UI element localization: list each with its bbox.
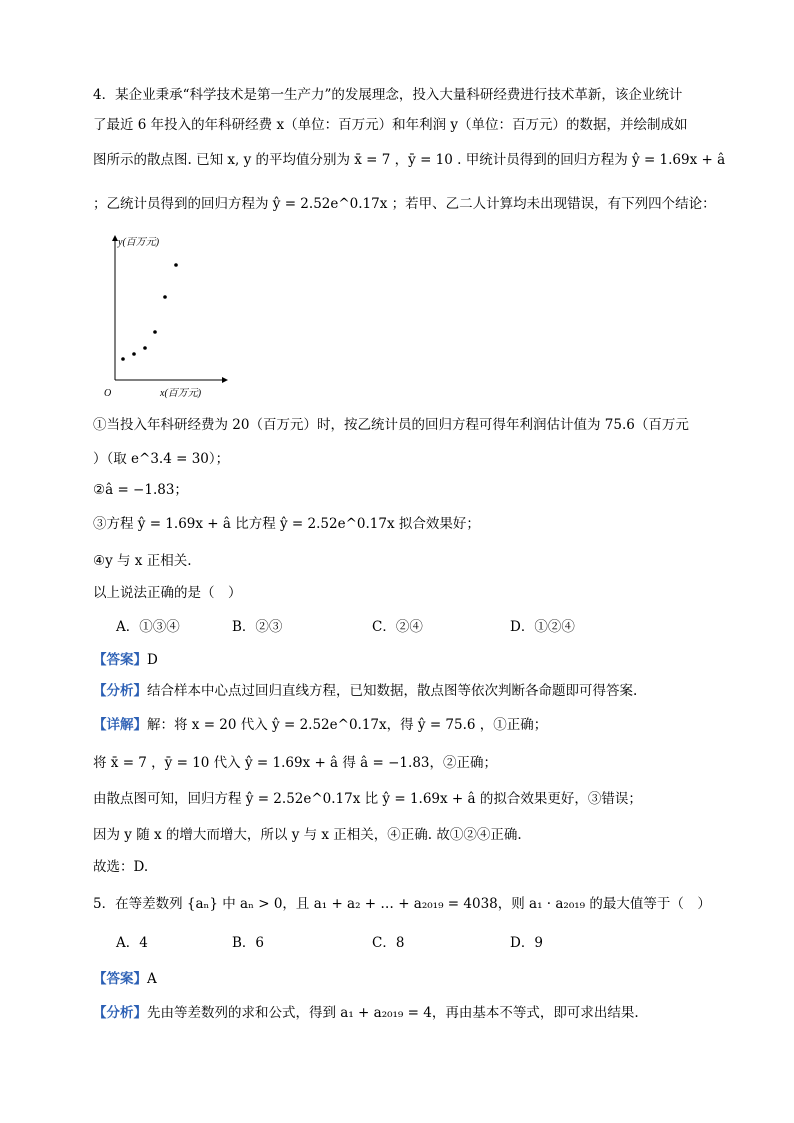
q4-answer [93,651,158,669]
q5-option-b: B．6 [232,935,265,951]
q4-detail-line-3: 由散点图可知，回归方程 ŷ = 2.52e^0.17x 比 ŷ = 1.69x + â 的拟合效果更好，③错误； [93,791,642,807]
analysis-tag: 【分析】 [93,683,147,699]
q4-stem-line-2: 了最近 6 年投入的年科研经费 x（单位：百万元）和年利润 y（单位：百万元）的数据，并绘制成如 [93,117,688,133]
q4-analysis [93,682,637,700]
scatter-point [121,357,125,361]
q5-stem: 5．在等差数列 {aₙ} 中 aₙ > 0，且 a₁ + a₂ + … + a₂₀₁₉ = 4038，则 a₁ · a₂₀₁₉ 的最大值等于（ ） [93,896,711,912]
scatter-point [153,330,157,334]
q4-stem-line-4: ；乙统计员得到的回归方程为 ŷ = 2.52e^0.17x ；若甲、乙二人计算均未出现错误，有下列四个结论： [93,196,716,212]
detail-tag: 【详解】 [93,717,147,733]
q4-option-a: A．①③④ [116,619,180,635]
q4-option-c: C．②④ [372,619,423,635]
q4-option-b: B．②③ [232,619,283,635]
q4-detail-line-1 [93,716,547,734]
q5-answer [93,970,157,988]
answer-value: D [147,652,158,668]
analysis-text: 先由等差数列的求和公式，得到 a₁ + a₂₀₁₉ = 4，再由基本不等式，即可求出结果. [147,1005,639,1021]
conclusion-2: ②â = −1.83； [93,482,188,498]
q5-option-a: A．4 [116,935,148,951]
q4-stem-line-3: 图所示的散点图. 已知 x, y 的平均值分别为 x̄ = 7 ，ȳ = 10 . 甲统计员得到的回归方程为 ŷ = 1.69x + â [93,152,726,168]
x-axis-label: x(百万元) [160,388,202,399]
origin-label: O [104,388,112,399]
scatter-points [121,263,178,361]
detail-text: 解：将 x = 20 代入 ŷ = 2.52e^0.17x，得 ŷ = 75.6 ，①正确； [147,717,548,733]
q5-option-d: D．9 [510,935,543,951]
y-axis-label: y(百万元) [118,237,160,248]
q5-analysis [93,1004,639,1022]
q5-option-c: C．8 [372,935,405,951]
conclusion-1-line-2: ）（取 e^3.4 = 30）； [93,451,230,467]
q4-detail-line-2: 将 x̄ = 7 ，ȳ = 10 代入 ŷ = 1.69x + â 得 â = −1.83，②正确； [93,755,497,771]
scatter-point [132,352,136,356]
answer-value: A [147,971,157,987]
q4-detail-line-5: 故选：D. [93,859,149,875]
q4-detail-line-4: 因为 y 随 x 的增大而增大，所以 y 与 x 正相关，④正确. 故①②④正确. [93,827,522,843]
answer-tag: 【答案】 [93,971,147,987]
conclusion-3: ③方程 ŷ = 1.69x + â 比方程 ŷ = 2.52e^0.17x 拟合效果好； [93,516,480,532]
q4-stem-line-1: 4．某企业秉承“科学技术是第一生产力”的发展理念，投入大量科研经费进行技术革新，该企业统计 [93,87,683,103]
q4-option-d: D．①②④ [510,619,575,635]
analysis-tag: 【分析】 [93,1005,147,1021]
conclusion-4: ④y 与 x 正相关. [93,553,192,569]
scatter-plot [100,230,240,405]
conclusion-1-line-1: ①当投入年科研经费为 20（百万元）时，按乙统计员的回归方程可得年利润估计值为 75.6（百万元 [93,417,689,433]
analysis-text: 结合样本中心点过回归直线方程，已知数据，散点图等依次判断各命题即可得答案. [147,683,638,699]
answer-tag: 【答案】 [93,652,147,668]
scatter-point [174,263,178,267]
scatter-point [163,295,167,299]
q4-question: 以上说法正确的是（ ） [93,585,242,601]
scatter-point [143,346,147,350]
